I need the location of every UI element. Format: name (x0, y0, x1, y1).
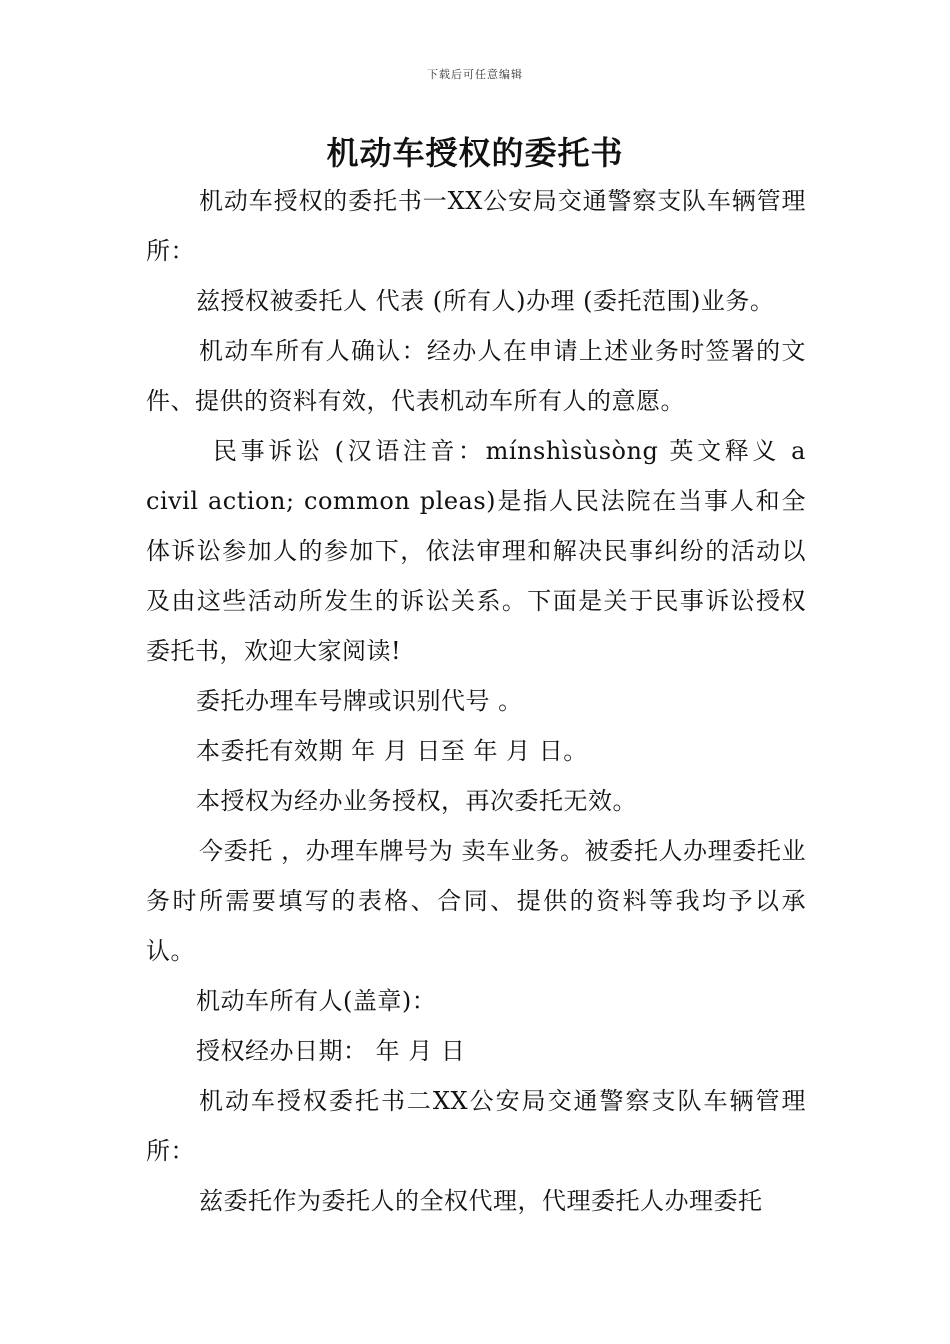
document-body (146, 176, 806, 1226)
paragraph-validity-period: 本委托有效期 年 月 日至 年 月 日。 (196, 737, 588, 765)
page-header-note: 下载后可任意编辑 (427, 68, 523, 81)
paragraph-addressee-2: 机动车授权委托书二XX公安局交通警察支队车辆管理所： (146, 1087, 806, 1165)
paragraph-addressee-1: 机动车授权的委托书一XX公安局交通警察支队车辆管理所： (146, 187, 806, 265)
paragraph-authorization-date: 授权经办日期： 年 月 日 (196, 1037, 466, 1065)
paragraph-civil-action-intro: 民事诉讼 (汉语注音：mínshìsùsòng 英文释义 a civil action; common pleas)是指人民法院在当事人和全体诉讼参加人的参加下，依法审理和解决民事纠纷的活动以及由这些活动所发生的诉讼关系。下面是关于民事诉讼授权委托书，欢迎大家阅读! (146, 437, 806, 665)
paragraph-plate-number: 委托办理车号牌或识别代号 。 (196, 687, 523, 715)
paragraph-authorization-scope: 兹授权被委托人 代表 (所有人)办理 (委托范围)业务。 (196, 287, 775, 315)
paragraph-sale-delegation: 今委托 ，办理车牌号为 卖车业务。被委托人办理委托业务时所需要填写的表格、合同、提供的资料等我均予以承认。 (146, 837, 806, 965)
paragraph-owner-seal: 机动车所有人(盖章)： (196, 987, 437, 1015)
paragraph-full-agency: 兹委托作为委托人的全权代理，代理委托人办理委托 (199, 1187, 763, 1215)
paragraph-authorization-note: 本授权为经办业务授权，再次委托无效。 (196, 787, 637, 815)
document-title: 机动车授权的委托书 (326, 134, 624, 172)
paragraph-owner-confirmation: 机动车所有人确认：经办人在申请上述业务时签署的文件、提供的资料有效，代表机动车所有人的意愿。 (146, 337, 806, 415)
